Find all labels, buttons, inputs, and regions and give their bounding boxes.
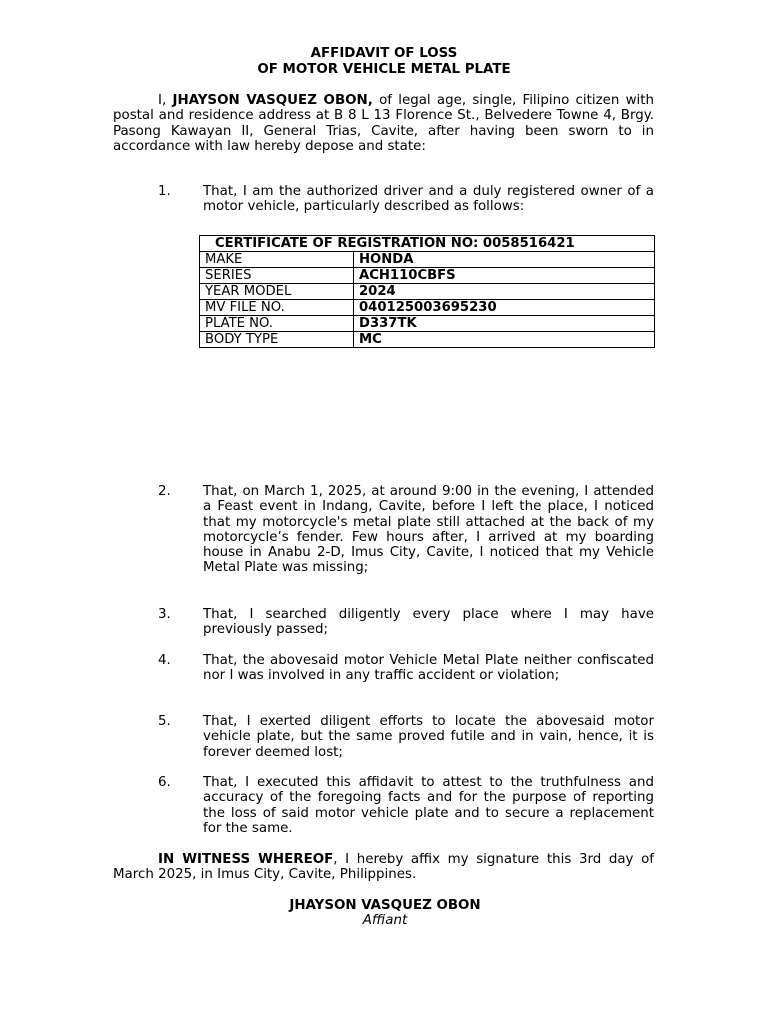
row-value: MC (354, 332, 655, 348)
table-row (200, 252, 655, 268)
table-row (200, 300, 655, 316)
row-label: PLATE NO. (200, 316, 354, 332)
item-number: 5. (158, 714, 171, 729)
item-text: That, on March 1, 2025, at around 9:00 in the evening, I attended a Feast event in Indang, Cavite, before I left the place, I noticed that my motorcycle's metal plate still attached at the back of my motorcycle’s fender. Few hours after, I arrived at my boarding house in Anabu 2-D, Imus City, Cavite, I noticed that my Vehicle Metal Plate was missing; (203, 484, 654, 576)
item-text: That, I am the authorized driver and a duly registered owner of a motor vehicle, particularly described as follows: (203, 184, 654, 215)
row-label: BODY TYPE (200, 332, 354, 348)
row-value: 2024 (354, 284, 655, 300)
item-number: 3. (158, 607, 171, 622)
item-text: That, the abovesaid motor Vehicle Metal Plate neither confiscated nor I was involved in any traffic accident or violation; (203, 653, 654, 684)
row-value: HONDA (354, 252, 655, 268)
table-row (200, 316, 655, 332)
intro-prefix: I, (158, 93, 173, 108)
table-row (200, 332, 655, 348)
registration-table (199, 235, 655, 348)
row-value: 040125003695230 (354, 300, 655, 316)
row-label: MV FILE NO. (200, 300, 354, 316)
table-row (200, 268, 655, 284)
item-text: That, I executed this affidavit to attest to the truthfulness and accuracy of the foregoing facts and for the purpose of reporting the loss of said motor vehicle plate and to secure a replacement for the same. (203, 775, 654, 836)
item-number: 6. (158, 775, 171, 790)
affiant-role: Affiant (362, 913, 408, 929)
witness-paragraph (113, 852, 654, 883)
row-label: YEAR MODEL (200, 284, 354, 300)
signature-block (0, 898, 768, 929)
affiant-name-intro: JHAYSON VASQUEZ OBON, (172, 93, 373, 108)
intro-paragraph (113, 93, 654, 154)
witness-text: , I hereby affix my signature this 3rd day of March 2025, in Imus City, Cavite, Philippines. (113, 852, 654, 883)
row-label: MAKE (200, 252, 354, 268)
witness-lead: IN WITNESS WHEREOF (158, 852, 334, 867)
registration-header: CERTIFICATE OF REGISTRATION NO: 0058516421 (200, 236, 655, 252)
table-row (200, 284, 655, 300)
item-text: That, I exerted diligent efforts to locate the abovesaid motor vehicle plate, but the same proved futile and in vain, hence, it is forever deemed lost; (203, 714, 654, 760)
item-number: 2. (158, 484, 171, 499)
document-subtitle: OF MOTOR VEHICLE METAL PLATE (257, 62, 511, 77)
item-text: That, I searched diligently every place where I may have previously passed; (203, 607, 654, 638)
item-number: 1. (158, 184, 171, 199)
document-title: AFFIDAVIT OF LOSS (310, 46, 458, 61)
table-header-row (200, 236, 655, 252)
row-value: ACH110CBFS (354, 268, 655, 284)
row-label: SERIES (200, 268, 354, 284)
row-value: D337TK (354, 316, 655, 332)
intro-text: of legal age, single, Filipino citizen with postal and residence address at B 8 L 13 Florence St., Belvedere Towne 4, Brgy. Pasong Kawayan II, General Trias, Cavite, after having been sworn to in accordance with law hereby depose and state: (113, 93, 654, 154)
affiant-name: JHAYSON VASQUEZ OBON (289, 898, 481, 913)
item-number: 4. (158, 653, 171, 668)
